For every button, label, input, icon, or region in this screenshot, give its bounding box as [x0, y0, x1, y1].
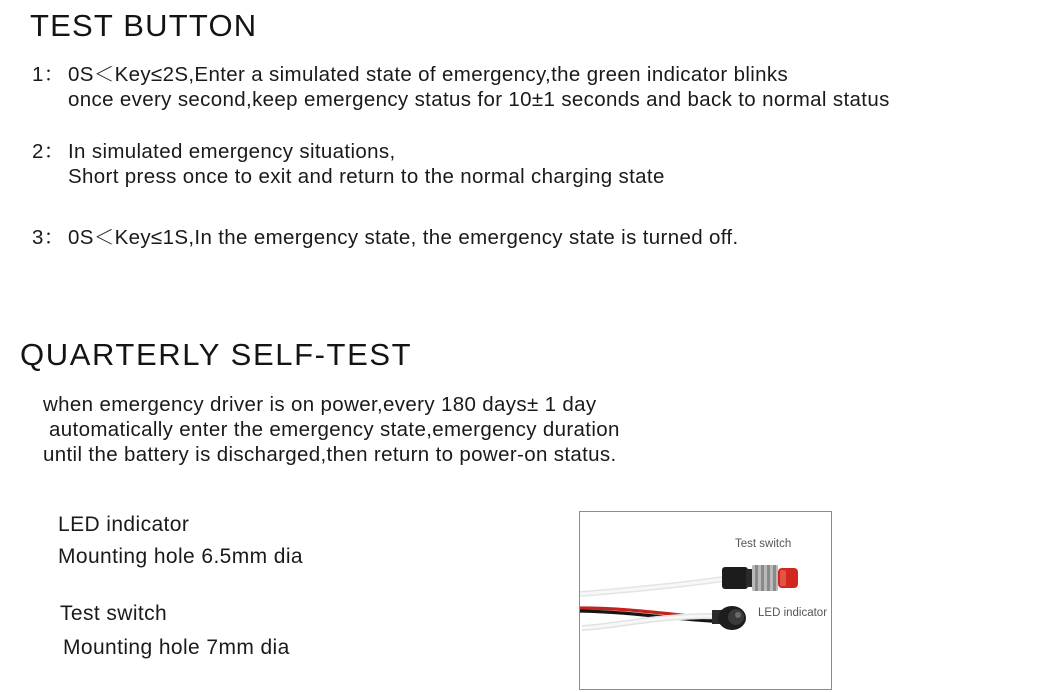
- product-photo: [579, 511, 832, 690]
- quarterly-self-test-description: [43, 392, 620, 467]
- description-line: until the battery is discharged,then return to power-on status.: [43, 443, 617, 466]
- led-mounting-hole: Mounting hole 6.5mm dia: [58, 545, 303, 568]
- description-line: automatically enter the emergency state,emergency duration: [43, 418, 620, 441]
- item-text-line-1: In simulated emergency situations,: [68, 140, 396, 163]
- led-indicator-photo-label: LED indicator: [758, 607, 828, 619]
- test-switch-title: Test switch: [60, 602, 168, 625]
- item-text-line-1: 0S＜Key≤1S,In the emergency state, the emergency state is turned off.: [68, 226, 739, 249]
- item-number: 2：: [32, 140, 65, 163]
- test-switch-photo-label: Test switch: [735, 538, 792, 550]
- item-number: 3：: [32, 226, 65, 249]
- led-indicator-component: [712, 606, 746, 630]
- test-button-item-2: [32, 139, 665, 189]
- item-text-line-2: Short press once to exit and return to the normal charging state: [68, 165, 665, 188]
- switch-and-led-illustration: [580, 512, 831, 689]
- test-button-heading: TEST BUTTON: [30, 8, 258, 43]
- test-button-item-3: [32, 225, 739, 250]
- test-button-item-1: [32, 62, 890, 112]
- quarterly-self-test-heading: QUARTERLY SELF-TEST: [20, 337, 413, 372]
- description-line: when emergency driver is on power,every 180 days± 1 day: [43, 393, 597, 416]
- test-switch-mounting-hole: Mounting hole 7mm dia: [63, 636, 290, 659]
- test-switch-component: [722, 565, 798, 591]
- led-indicator-title: LED indicator: [58, 513, 190, 536]
- item-text-line-2: once every second,keep emergency status for 10±1 seconds and back to normal status: [68, 88, 890, 111]
- item-text-line-1: 0S＜Key≤2S,Enter a simulated state of emergency,the green indicator blinks: [68, 63, 789, 86]
- item-number: 1：: [32, 63, 65, 86]
